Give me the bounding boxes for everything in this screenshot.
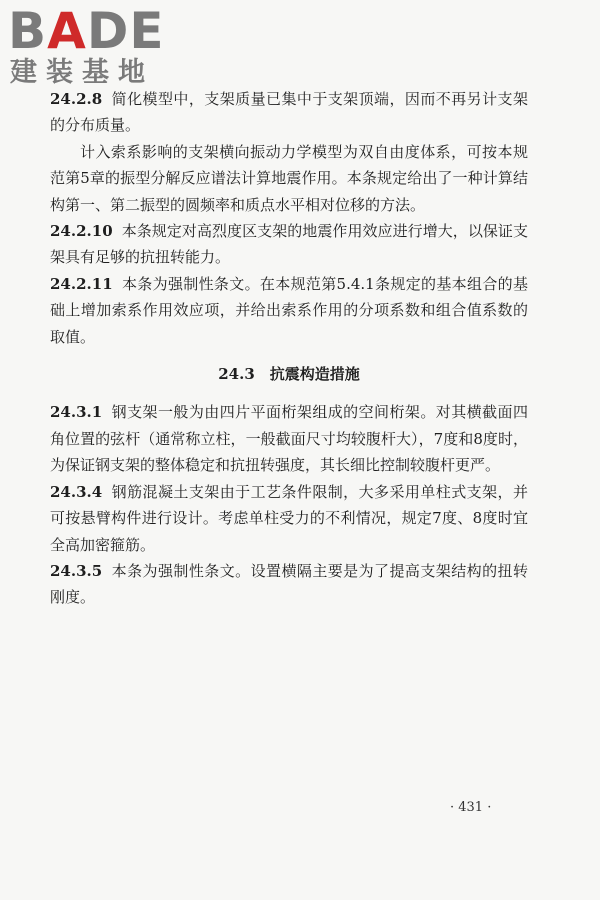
clause-text: 本条为强制性条文。设置横隔主要是为了提高支架结构的扭转刚度。 [50, 561, 528, 607]
clause-text: 钢筋混凝土支架由于工艺条件限制，大多采用单柱式支架，并可按悬臂构件进行设计。考虑单柱受力的不利情况，规定7度、8度时宜全高加密箍筋。 [50, 482, 528, 554]
clause-24-3-1 [50, 399, 528, 478]
clause-number: 24.2.8 [50, 90, 103, 108]
document-body [50, 86, 528, 611]
clause-24-3-5 [50, 558, 528, 611]
clause-text: 简化模型中，支架质量已集中于支架顶端，因而不再另计支架的分布质量。 [50, 90, 528, 135]
clause-24-2-10 [50, 218, 528, 271]
section-heading: 24.3 抗震构造措施 [218, 365, 360, 384]
clause-number: 24.2.11 [50, 274, 113, 293]
clause-text: 本条规定对高烈度区支架的地震作用效应进行增大，以保证支架具有足够的抗扭转能力。 [50, 222, 528, 267]
clause-text: 计入索系影响的支架横向振动力学模型为双自由度体系，可按本规范第5章的振型分解反应谱法计算地震作用。本条规定给出了一种计算结构第一、第二振型的圆频率和质点水平相对位移的方法。 [50, 142, 528, 214]
logo-letter-a: A [47, 2, 87, 60]
clause-text: 钢支架一般为由四片平面桁架组成的空间桁架。对其横截面四角位置的弦杆（通常称立柱，一般截面尺寸均较腹杆大），7度和8度时，为保证钢支架的整体稳定和抗扭转强度，其长细比控制较腹杆更严。 [50, 403, 528, 475]
clause-number: 24.2.10 [50, 222, 113, 241]
clause-text: 本条为强制性条文。在本规范第5.4.1条规定的基本组合的基础上增加索系作用效应项，并给出索系作用的分项系数和组合值系数的取值。 [50, 274, 528, 346]
bade-logo [8, 2, 178, 90]
clause-24-3-4 [50, 479, 528, 558]
clause-number: 24.3.5 [50, 561, 103, 580]
clause-24-2-8 [50, 86, 528, 139]
clause-number: 24.3.4 [50, 482, 103, 501]
clause-number: 24.3.1 [50, 403, 103, 422]
logo-wordmark [8, 2, 165, 60]
clause-24-2-11 [50, 271, 528, 350]
clause-24-2-8-continuation [50, 139, 528, 218]
logo-letters-de: DE [86, 2, 165, 60]
page-number: · 431 · [450, 800, 492, 815]
logo-letter-b: B [8, 2, 48, 60]
logo-chinese-name: 建装基地 [10, 57, 154, 88]
